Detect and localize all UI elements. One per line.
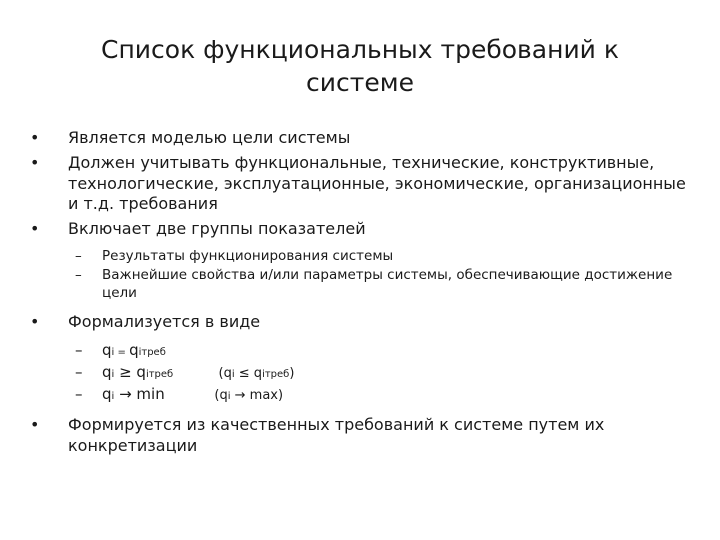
dash-marker: – [75, 362, 83, 381]
formula-alt-operator: → max) [230, 388, 284, 404]
dash-marker: – [75, 340, 83, 359]
bullet-marker: • [30, 128, 40, 147]
formula-symbol: q [102, 385, 112, 404]
formula-symbol: q [102, 340, 112, 359]
sub-bullet-text: Результаты функционирования системы [102, 247, 394, 264]
formula-equality [75, 341, 700, 360]
formula-subscript: i [111, 368, 115, 380]
slide-title: Список функциональных требований к системе [101, 35, 619, 97]
bullet-text: Должен учитывать функциональные, технические, конструктивные, технологические, эксплуатационные, экономические, организационные и т.д. требования [68, 152, 686, 214]
dash-marker: – [75, 267, 82, 284]
formula-alt-open: (q [214, 388, 228, 404]
bullet-text: Является моделью цели системы [68, 128, 351, 147]
formula-subscript: iтреб [262, 368, 290, 380]
formula-optimization [75, 385, 700, 405]
formula-list [30, 341, 700, 405]
sub-bullet-text: Важнейшие свойства и/или параметры системы, обеспечивающие достижение цели [102, 267, 673, 301]
bullet-item [30, 219, 700, 240]
formula-alt-close: ) [289, 365, 295, 381]
formula-alt-operator: ≤ q [234, 365, 263, 381]
formula-main [102, 363, 202, 382]
bullet-item [30, 415, 700, 457]
formula-symbol: q [102, 362, 112, 381]
indicator-list [30, 248, 700, 302]
formula-operator: → min [114, 385, 165, 404]
formula-subscript: i [111, 391, 115, 403]
bullet-item [30, 153, 700, 215]
bullet-item [30, 312, 700, 333]
slide-content [30, 128, 700, 461]
formula-alternative [202, 388, 283, 405]
formula-subscript: i [111, 346, 115, 358]
sub-bullet-item [75, 267, 700, 302]
sub-bullet-item [75, 248, 700, 265]
formula-operator: = [114, 346, 130, 358]
formula-operator: ≥ [114, 362, 137, 381]
formula-alt-open: (q [218, 365, 232, 381]
formula-symbol: q [129, 340, 139, 359]
bullet-marker: • [30, 219, 40, 239]
bullet-text: Включает две группы показателей [68, 219, 366, 239]
bullet-item [30, 128, 700, 149]
formula-main [102, 385, 202, 404]
dash-marker: – [75, 385, 83, 404]
bullet-marker: • [30, 415, 40, 435]
formula-subscript: i [231, 368, 235, 380]
bullet-marker: • [30, 311, 40, 331]
formula-alternative [202, 366, 294, 383]
dash-marker: – [75, 247, 82, 264]
formula-subscript: iтреб [138, 346, 166, 358]
formula-subscript: iтреб [145, 368, 174, 380]
bullet-text: Формализуется в виде [68, 311, 261, 331]
formula-main [102, 341, 202, 360]
formula-subscript: i [227, 391, 231, 403]
bullet-marker: • [30, 152, 40, 172]
formula-symbol: q [136, 362, 146, 381]
bullet-text: Формируется из качественных требований к системе путем их конкретизации [68, 415, 605, 455]
formula-inequality [75, 363, 700, 383]
